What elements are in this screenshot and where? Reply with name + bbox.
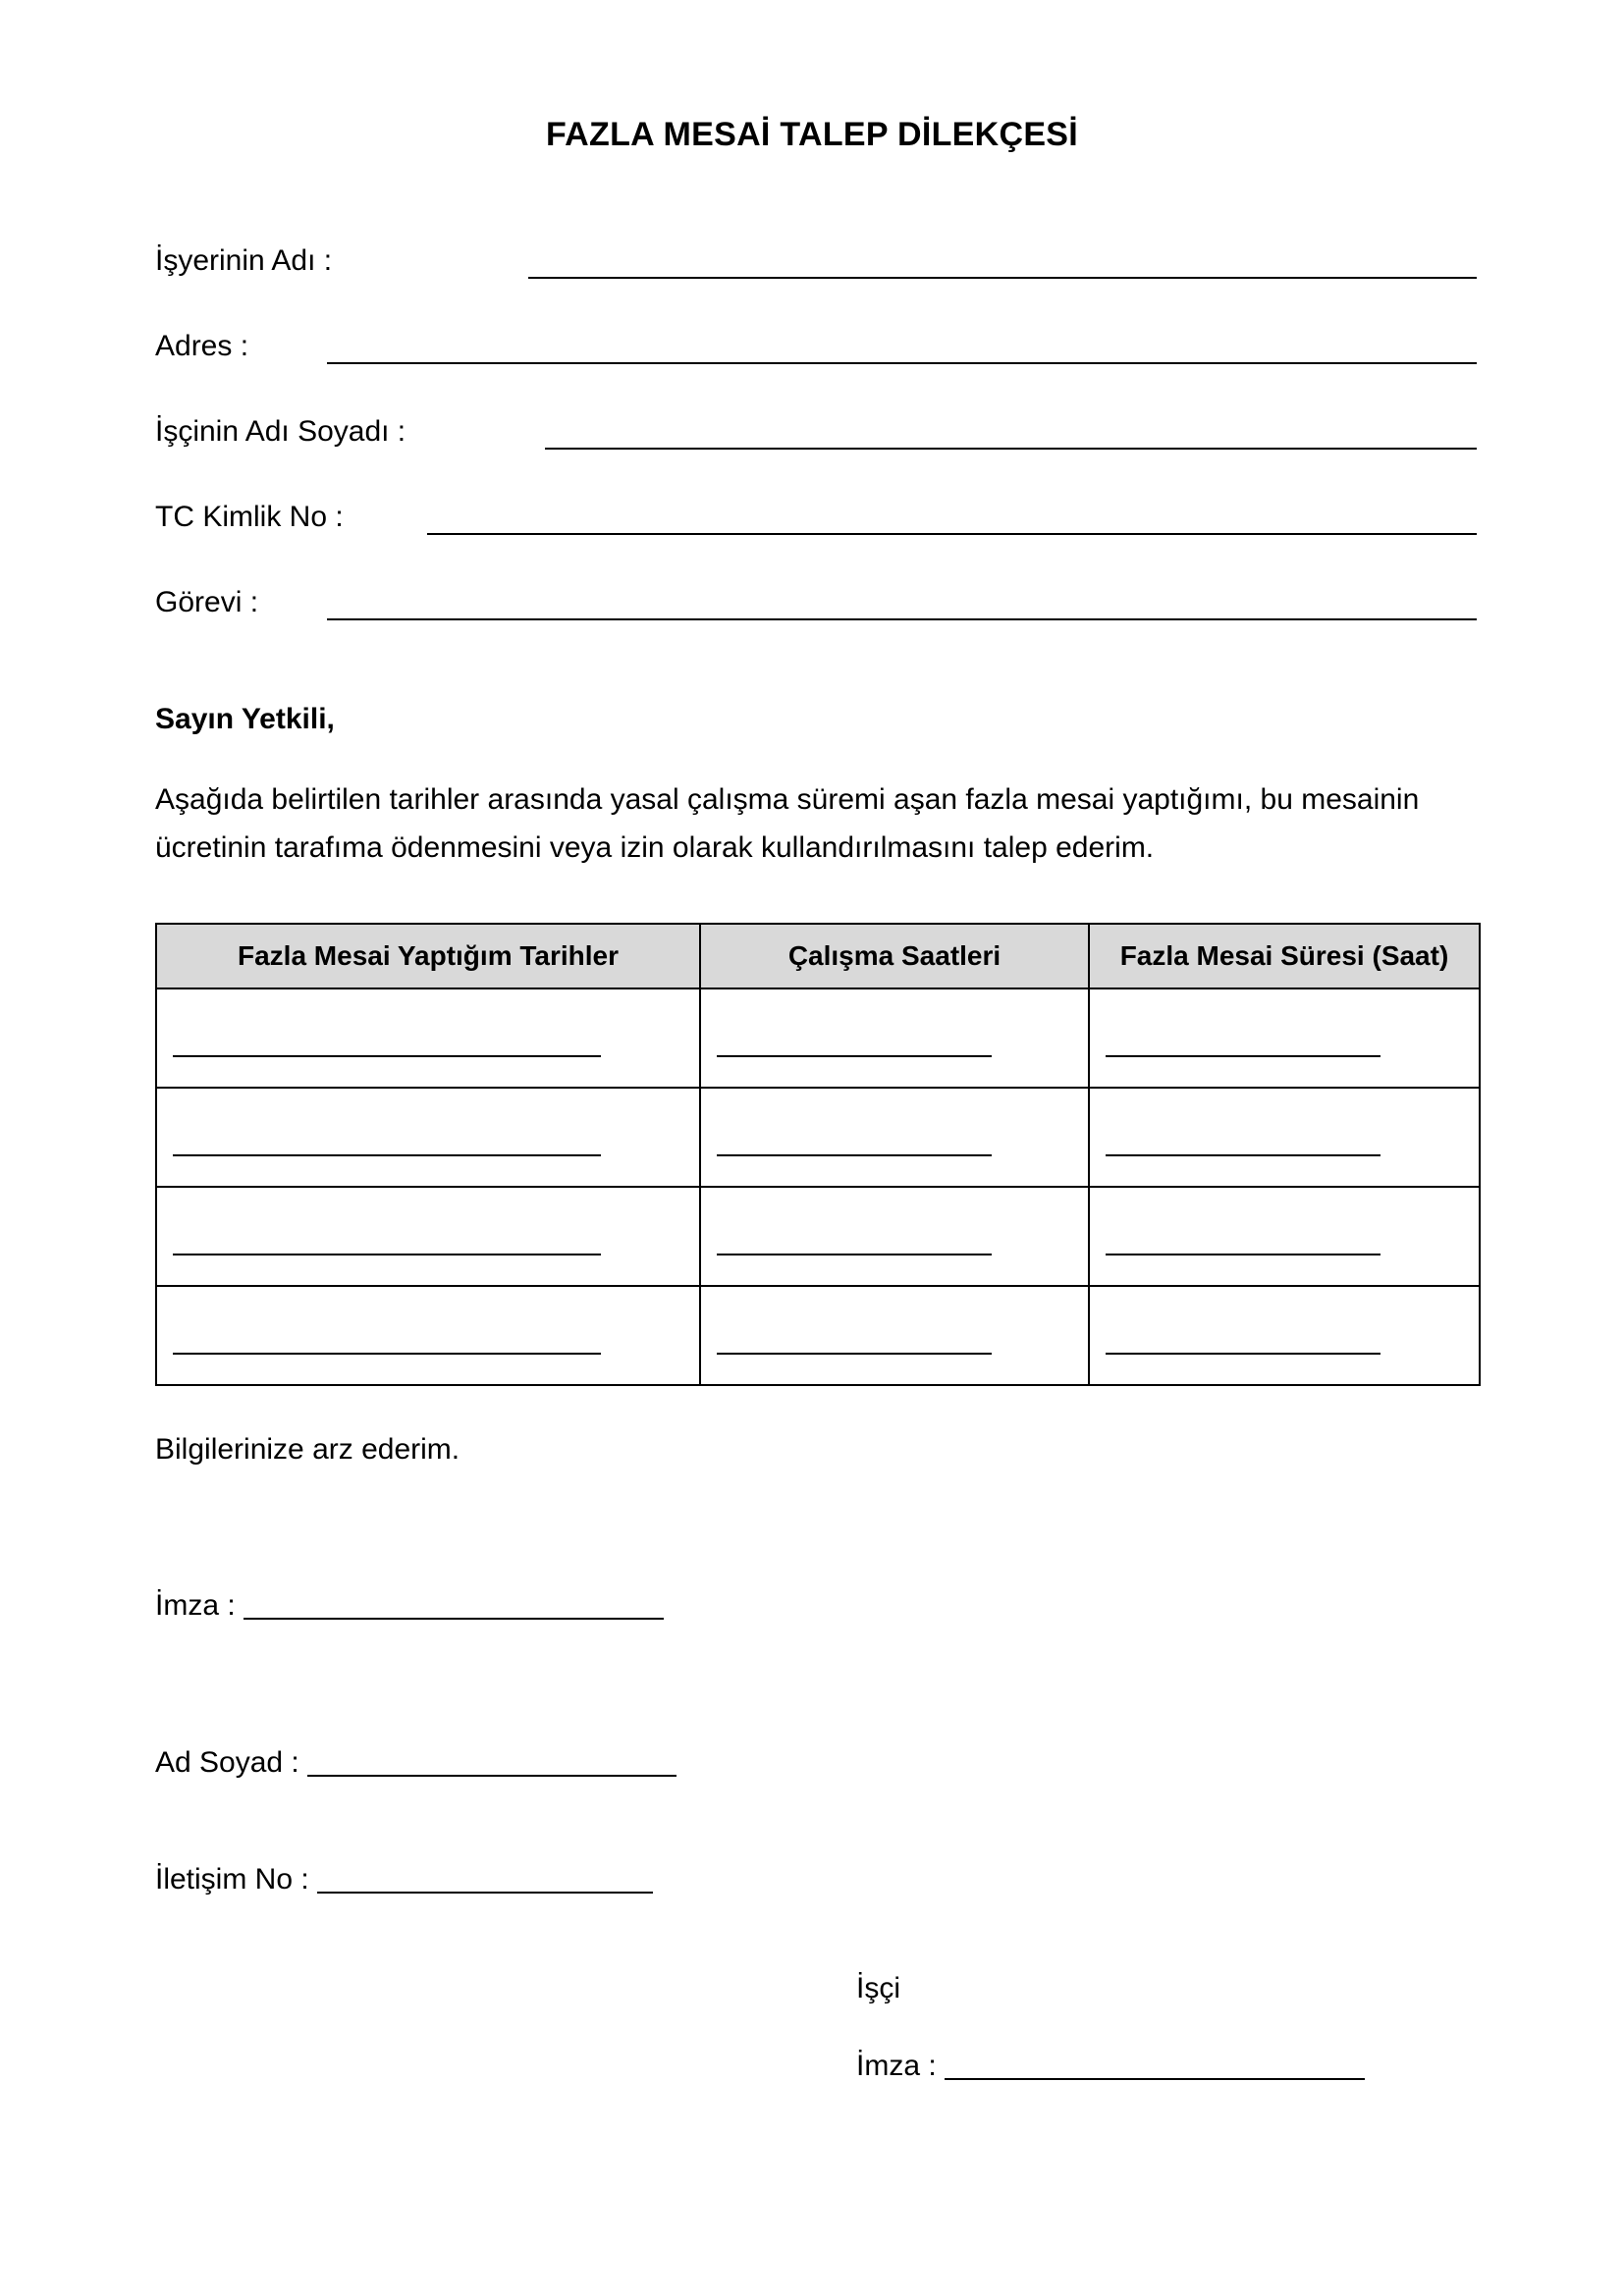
worker-signature-label: İmza :	[856, 2050, 937, 2082]
signature-row	[155, 1588, 664, 1624]
document-title: FAZLA MESAİ TALEP DİLEKÇESİ	[545, 116, 1079, 153]
duration-cell[interactable]	[1089, 1187, 1480, 1286]
name-label: Ad Soyad :	[155, 1746, 299, 1779]
table-row	[156, 988, 1480, 1088]
header-working-hours: Çalışma Saatleri	[700, 924, 1089, 988]
tc-number-input-line[interactable]	[427, 533, 1477, 535]
date-blank-line[interactable]	[173, 1154, 601, 1156]
table-row	[156, 1286, 1480, 1385]
contact-input-line[interactable]	[317, 1892, 653, 1894]
duration-blank-line[interactable]	[1106, 1055, 1380, 1057]
date-blank-line[interactable]	[173, 1055, 601, 1057]
hours-blank-line[interactable]	[717, 1254, 992, 1255]
contact-label: İletişim No :	[155, 1863, 309, 1896]
worker-name-label: İşçinin Adı Soyadı :	[155, 415, 406, 448]
tc-number-label: TC Kimlik No :	[155, 501, 344, 533]
hours-cell[interactable]	[700, 1286, 1089, 1385]
address-input-line[interactable]	[327, 362, 1477, 364]
workplace-label: İşyerinin Adı :	[155, 244, 333, 277]
date-cell[interactable]	[156, 1187, 700, 1286]
address-label: Adres :	[155, 330, 249, 362]
date-cell[interactable]	[156, 988, 700, 1088]
hours-blank-line[interactable]	[717, 1353, 992, 1355]
duration-cell[interactable]	[1089, 1088, 1480, 1187]
header-overtime-duration: Fazla Mesai Süresi (Saat)	[1089, 924, 1480, 988]
position-label: Görevi :	[155, 586, 259, 618]
signature-label: İmza :	[155, 1589, 236, 1622]
signature-input-line[interactable]	[244, 1618, 664, 1620]
worker-label: İşçi	[856, 1972, 900, 2004]
worker-name-input-line[interactable]	[545, 448, 1477, 450]
worker-signature-row	[856, 2049, 1365, 2084]
table-row	[156, 1187, 1480, 1286]
duration-cell[interactable]	[1089, 1286, 1480, 1385]
salutation: Sayın Yetkili,	[155, 703, 335, 735]
name-row	[155, 1745, 677, 1781]
overtime-table	[155, 923, 1481, 1386]
hours-cell[interactable]	[700, 988, 1089, 1088]
table-header-row	[156, 924, 1480, 988]
request-body-text: Aşağıda belirtilen tarihler arasında yasal çalışma süremi aşan fazla mesai yaptığımı, bu mesainin ücretinin tarafıma ödenmesini veya izin olarak kullandırılmasını talep ederim.	[155, 783, 1420, 864]
duration-blank-line[interactable]	[1106, 1353, 1380, 1355]
date-blank-line[interactable]	[173, 1353, 601, 1355]
table-row	[156, 1088, 1480, 1187]
date-blank-line[interactable]	[173, 1254, 601, 1255]
closing-text: Bilgilerinize arz ederim.	[155, 1433, 460, 1466]
workplace-input-line[interactable]	[528, 277, 1477, 279]
hours-cell[interactable]	[700, 1088, 1089, 1187]
duration-cell[interactable]	[1089, 988, 1480, 1088]
position-input-line[interactable]	[327, 618, 1477, 620]
duration-blank-line[interactable]	[1106, 1254, 1380, 1255]
name-input-line[interactable]	[307, 1775, 677, 1777]
date-cell[interactable]	[156, 1088, 700, 1187]
hours-cell[interactable]	[700, 1187, 1089, 1286]
hours-blank-line[interactable]	[717, 1055, 992, 1057]
header-overtime-dates: Fazla Mesai Yaptığım Tarihler	[156, 924, 700, 988]
duration-blank-line[interactable]	[1106, 1154, 1380, 1156]
hours-blank-line[interactable]	[717, 1154, 992, 1156]
contact-row	[155, 1862, 653, 1897]
worker-signature-input-line[interactable]	[945, 2078, 1365, 2080]
date-cell[interactable]	[156, 1286, 700, 1385]
